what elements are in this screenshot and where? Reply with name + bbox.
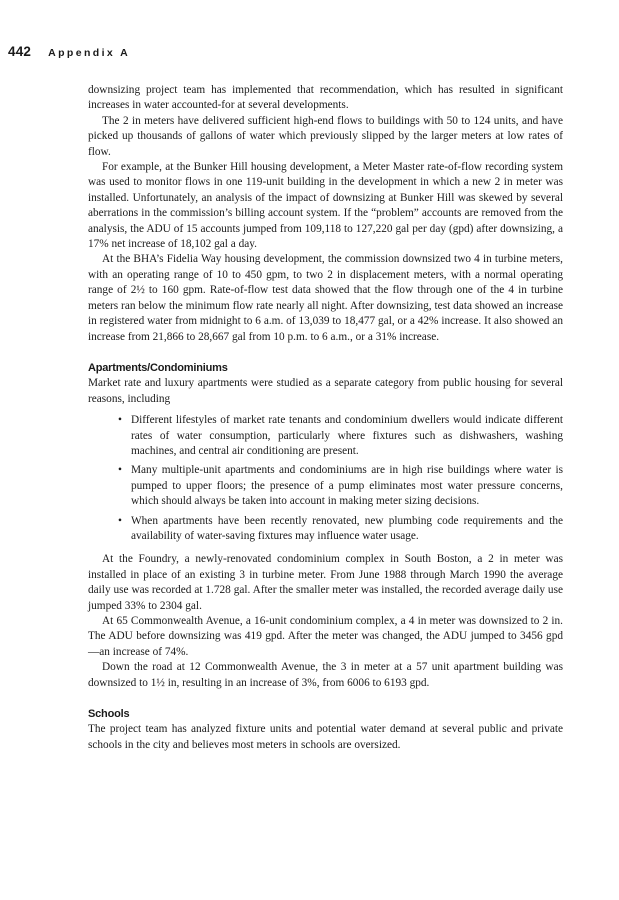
list-item [118,413,563,459]
bullet-glyph: • [118,414,122,427]
page-number: 442 [8,44,32,59]
paragraph-schools: The project team has analyzed fixture units and potential water demand at several public and private schools in the city and believes most meters in schools are oversized. [88,723,563,751]
paragraph-foundry: At the Foundry, a newly-renovated condominium complex in South Boston, a 2 in meter was installed in place of an existing 3 in turbine meter. From June 1988 through March 1990 the average daily use was recorded at 1.728 gal. After the smaller meter was installed, the recorded average daily use jumped 33% to 2304 gal. [88,553,563,612]
paragraph-bunker-hill: For example, at the Bunker Hill housing development, a Meter Master rate-of-flow recording system was used to monitor flows in one 119-unit building in the development in which a new 2 in meter was installed. Unfortunately, an analysis of the impact of downsizing at Bunker Hill was skewed by several aberrations in the commission’s billing account system. If the “problem” accounts are removed from the analysis, the ADU of 15 accounts jumped from 109,118 to 127,220 gal per day (gpd) after downsizing, a 17% net increase of 18,102 gal a day. [88,161,563,251]
paragraph-2in-meters: The 2 in meters have delivered sufficient high-end flows to buildings with 50 to 124 units, and have picked up thousands of gallons of water which previously slipped by the larger meters at low rates of flow. [88,114,563,158]
paragraph-downsizing-recommendation: downsizing project team has implemented that recommendation, which has resulted in significant increases in water accounted-for at several developments. [88,84,563,112]
page-header [8,44,130,59]
list-item-text: When apartments have been recently renovated, new plumbing code requirements and the availability of water-saving fixtures may influence water usage. [131,514,563,542]
section-heading-schools: Schools [88,708,130,721]
running-head: Appendix A [48,47,131,59]
paragraph-fidelia-way: At the BHA’s Fidelia Way housing development, the commission downsized two 4 in turbine meters, with an operating range of 10 to 450 gpm, to two 2 in displacement meters, with a normal operating range of 2½ to 160 gpm. Rate-of-flow test data showed that the flow through one of the 4 in turbine meters ran below the minimum flow rate nearly all night. After downsizing, test data showed an increase in registered water from midnight to 6 a.m. of 13,039 to 18,477 gal, or a 42% increase. It also showed an increase from 21,866 to 28,667 gal from 10 p.m. to 6 a.m., or a 31% increase. [88,253,563,343]
bullet-glyph: • [118,464,122,477]
bullet-glyph: • [118,514,122,527]
list-item [118,514,563,545]
list-item-text: Many multiple-unit apartments and condominiums are in high rise buildings where water is pumped to upper floors; the presence of a pump eliminates most water pressure concerns, which should always be taken into account in making meter sizing decisions. [131,464,563,508]
paragraph-apartments-lead: Market rate and luxury apartments were studied as a separate category from public housing for several reasons, including [88,377,563,405]
list-item [118,463,563,509]
paragraph-12-commonwealth: Down the road at 12 Commonwealth Avenue, the 3 in meter at a 57 unit apartment building was downsized to 1½ in, resulting in an increase of 3%, from 6006 to 6193 gpd. [88,661,563,689]
list-item-text: Different lifestyles of market rate tenants and condominium dwellers would indicate different rates of water consumption, particularly where fixtures such as dishwashers, washing machines, and central air conditioning are present. [131,414,563,457]
bullet-list [88,413,563,544]
paragraph-65-commonwealth: At 65 Commonwealth Avenue, a 16-unit condominium complex, a 4 in meter was downsized to 2 in. The ADU before downsizing was 419 gpd. After the meter was changed, the ADU jumped to 3456 gpd—an increase of 74%. [88,615,563,658]
section-heading-apartments: Apartments/Condominiums [88,361,228,374]
page-body [88,83,563,753]
